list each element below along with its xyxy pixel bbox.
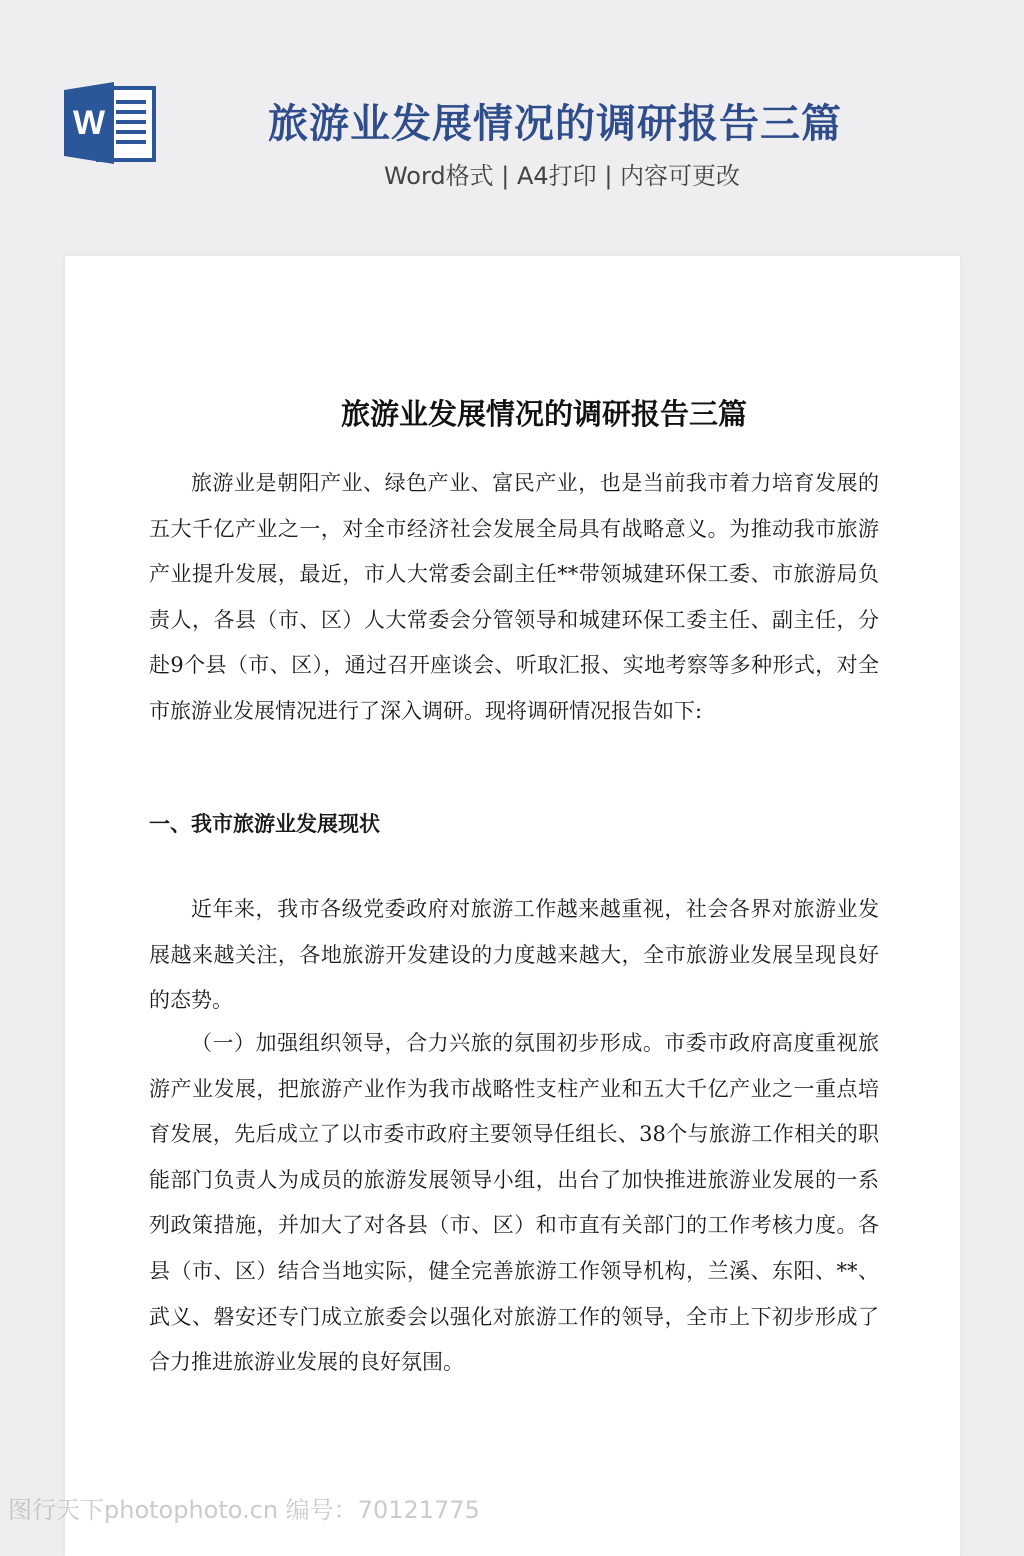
watermark: 图行天下photophoto.cn 编号：70121775 (8, 1496, 480, 1524)
header-subtitle: Word格式 | A4打印 | 内容可更改 (383, 162, 741, 190)
paragraph-intro: 旅游业是朝阳产业、绿色产业、富民产业，也是当前我市着力培育发展的五大千亿产业之一，对全市经济社会发展全局具有战略意义。为推动我市旅游产业提升发展，最近，市人大常委会副主任**带领城建环保工委、市旅游局负责人，各县（市、区）人大常委会分管领导和城建环保工委主任、副主任，分赴9个县（市、区），通过召开座谈会、听取汇报、实地考察等多种形式，对全市旅游业发展情况进行了深入调研。现将调研情况报告如下: (149, 471, 879, 723)
document-page (65, 256, 960, 1556)
paragraph-leadership: （一）加强组织领导，合力兴旅的氛围初步形成。市委市政府高度重视旅游产业发展，把旅游产业作为我市战略性支柱产业和五大千亿产业之一重点培育发展，先后成立了以市委市政府主要领导任组长、38个与旅游工作相关的职能部门负责人为成员的旅游发展领导小组，出台了加快推进旅游业发展的一系列政策措施，并加大了对各县（市、区）和市直有关部门的工作考核力度。各县（市、区）结合当地实际，健全完善旅游工作领导机构，兰溪、东阳、**、武义、磐安还专门成立旅委会以强化对旅游工作的领导，全市上下初步形成了合力推进旅游业发展的良好氛围。 (149, 1031, 879, 1375)
paragraph-status: 近年来，我市各级党委政府对旅游工作越来越重视，社会各界对旅游业发展越来越关注，各地旅游开发建设的力度越来越大，全市旅游业发展呈现良好的态势。 (149, 897, 879, 1013)
header-title: 旅游业发展情况的调研报告三篇 (268, 101, 842, 147)
section-heading: 一、我市旅游业发展现状 (149, 812, 380, 836)
svg-text:W: W (72, 104, 106, 142)
document-title: 旅游业发展情况的调研报告三篇 (340, 397, 747, 431)
